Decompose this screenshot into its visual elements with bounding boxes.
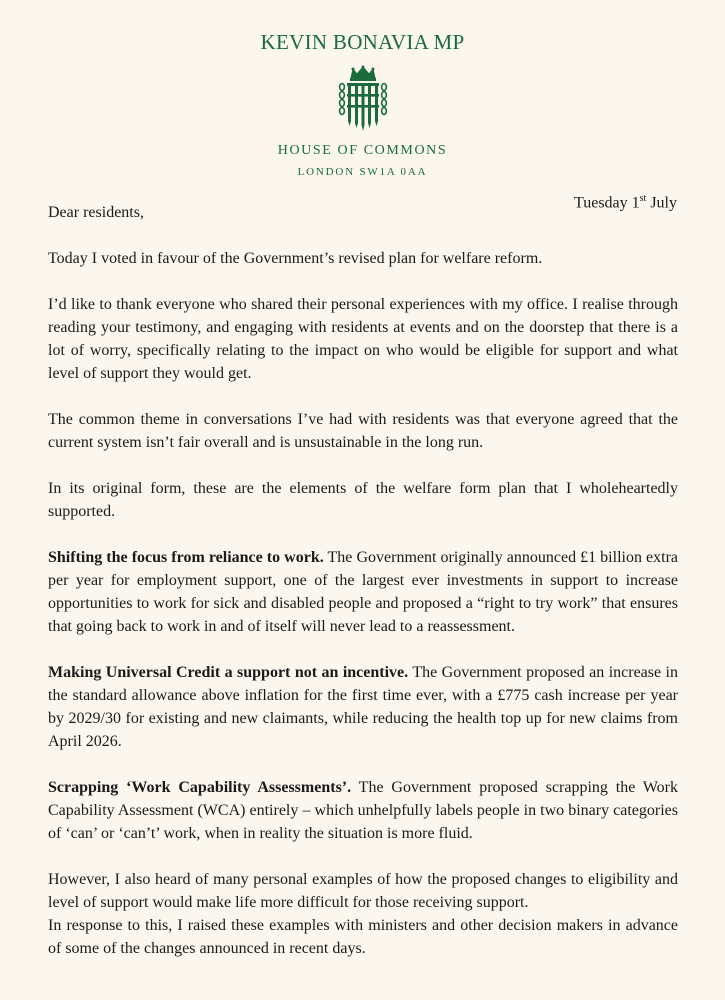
paragraph-wca bbox=[48, 776, 678, 845]
date-suffix: st bbox=[639, 193, 647, 204]
paragraph-original-form: In its original form, these are the elements of the welfare form plan that I wholeheartedly supported. bbox=[48, 480, 678, 520]
heading-universal-credit: Making Universal Credit a support not an incentive. bbox=[48, 664, 409, 681]
paragraph-response: In response to this, I raised these examples with ministers and other decision makers in advance of some of the changes announced in recent days. bbox=[48, 917, 678, 957]
heading-shifting-focus: Shifting the focus from reliance to work. bbox=[48, 549, 324, 566]
text-universal-credit: The Government proposed an increase in the standard allowance above inflation for the first time ever, with a £775 cash increase per year by 2029/30 for existing and new claimants, while reducing the health top up for new claims from April 2026. bbox=[48, 664, 679, 750]
paragraph-shifting-focus bbox=[48, 546, 678, 638]
paragraph-vote: Today I voted in favour of the Government’s revised plan for welfare reform. bbox=[48, 250, 543, 267]
house-of-commons-label: HOUSE OF COMMONS bbox=[277, 143, 448, 158]
paragraph-universal-credit bbox=[48, 661, 678, 753]
salutation: Dear residents, bbox=[48, 204, 144, 221]
paragraph-thanks: I’d like to thank everyone who shared their personal experiences with my office. I realise through reading your testimony, and engaging with residents at events and on the doorstep that there is a lot of worry, specifically relating to the impact on who would be eligible for support and what level of support they would get. bbox=[48, 296, 678, 382]
date-weekday: Tuesday bbox=[574, 194, 628, 212]
address-label: LONDON SW1A 0AA bbox=[297, 166, 428, 178]
date-day: 1 bbox=[631, 194, 640, 212]
date-month: July bbox=[650, 194, 677, 212]
portcullis-icon bbox=[337, 65, 389, 133]
heading-wca: Scrapping ‘Work Capability Assessments’. bbox=[48, 779, 352, 796]
mp-name: KEVIN BONAVIA MP bbox=[260, 30, 465, 54]
paragraph-however: However, I also heard of many personal examples of how the proposed changes to eligibility and level of support would make life more difficult for those receiving support. bbox=[48, 871, 678, 911]
text-wca: The Government proposed scrapping the Work Capability Assessment (WCA) entirely – which unhelpfully labels people in two binary categories of ‘can’ or ‘can’t’ work, when in reality the situation is more fluid. bbox=[48, 779, 679, 842]
letter-body bbox=[48, 201, 678, 983]
paragraph-common-theme: The common theme in conversations I’ve had with residents was that everyone agreed that the current system isn’t fair overall and is unsustainable in the long run. bbox=[48, 411, 678, 451]
text-shifting-focus: The Government originally announced £1 billion extra per year for employment support, one of the largest ever investments in support to increase opportunities to work for sick and disabled people and proposed a “right to try work” that ensures that going back to work in and of itself will never lead to a reassessment. bbox=[48, 549, 678, 635]
